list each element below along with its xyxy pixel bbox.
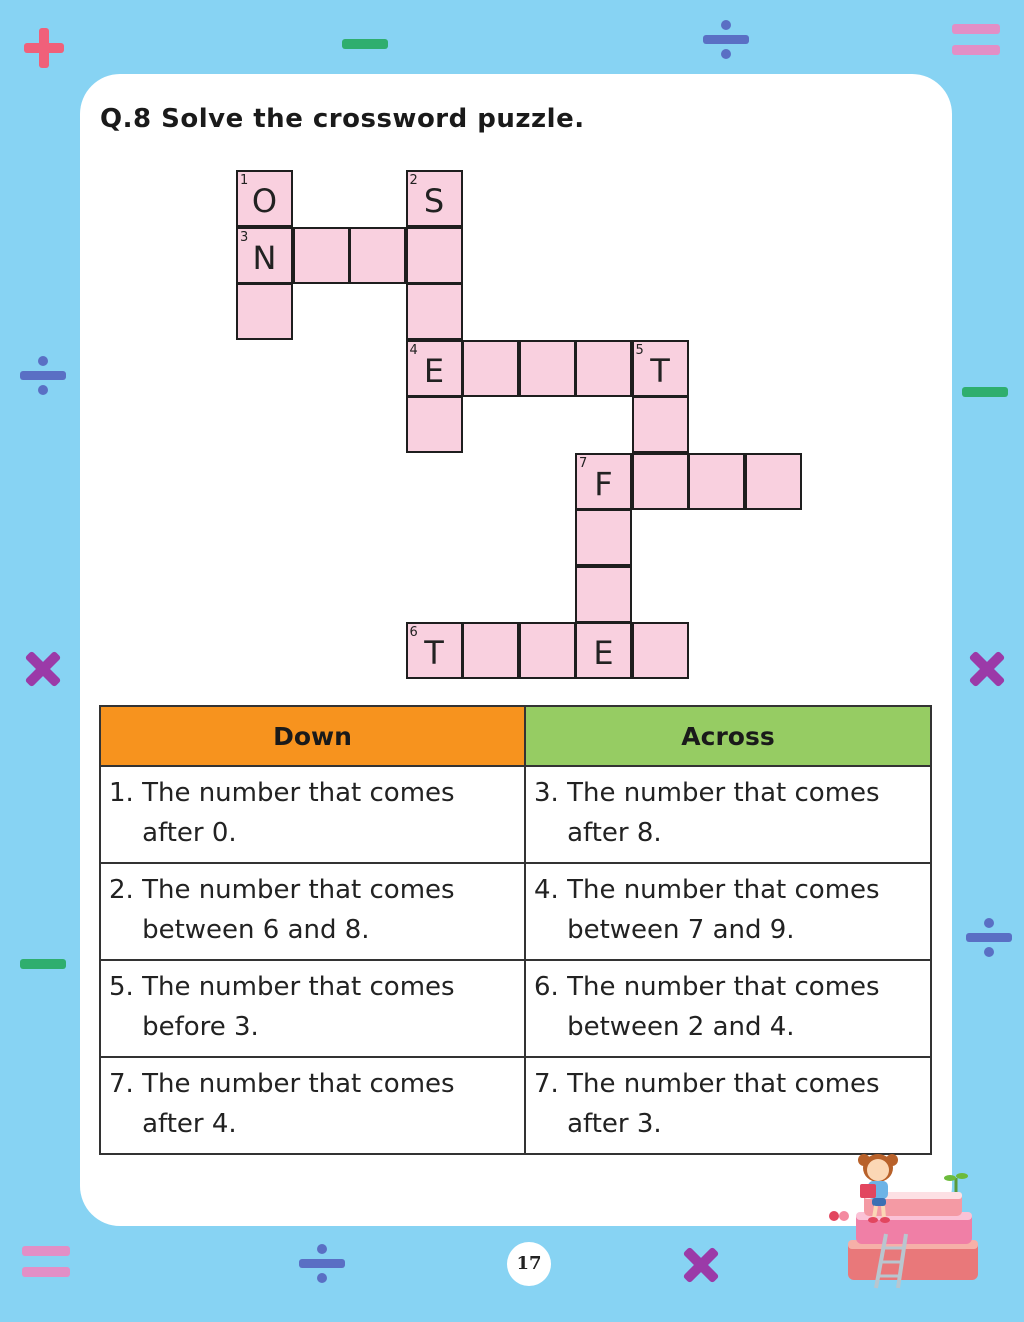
- times-icon: [682, 1246, 720, 1284]
- plus-icon: [22, 26, 66, 70]
- divide-icon: [299, 1244, 345, 1284]
- cell-letter: O: [251, 182, 278, 220]
- minus-icon: [20, 958, 66, 970]
- across-clue-text: The number that comes after 8.: [567, 778, 880, 848]
- down-clue-number: 1.: [109, 778, 143, 808]
- crossword-cell[interactable]: [575, 340, 632, 397]
- clues-table: [99, 705, 932, 1155]
- crossword-cell[interactable]: [406, 396, 463, 453]
- crossword-cell[interactable]: [632, 622, 689, 679]
- across-clue-text: The number that comes between 2 and 4.: [567, 972, 880, 1042]
- down-clue-cell: [100, 766, 525, 863]
- down-header: Down: [100, 706, 525, 766]
- down-clue-text: The number that comes before 3.: [142, 972, 455, 1042]
- clue-number: 2: [409, 173, 418, 188]
- crossword-cell[interactable]: [293, 227, 350, 284]
- times-icon: [968, 650, 1006, 688]
- clue-number: 6: [409, 625, 418, 640]
- down-clue-number: 7.: [109, 1069, 143, 1099]
- down-clue-text: The number that comes after 0.: [142, 778, 455, 848]
- across-clue-cell: [525, 863, 931, 960]
- cell-letter: N: [252, 238, 277, 277]
- crossword-cell[interactable]: [462, 622, 519, 679]
- cell-letter: E: [423, 351, 445, 390]
- crossword-cell[interactable]: [575, 622, 632, 679]
- crossword-cell[interactable]: [406, 170, 463, 227]
- clue-row: [100, 1057, 931, 1154]
- clue-row: [100, 960, 931, 1057]
- clue-row: [100, 863, 931, 960]
- clue-number: 7: [579, 455, 588, 471]
- across-clue-cell: [525, 766, 931, 863]
- across-clue-number: 7.: [534, 1069, 568, 1099]
- divide-icon: [966, 918, 1012, 958]
- crossword-cell[interactable]: [406, 340, 463, 397]
- cell-letter: S: [423, 182, 445, 220]
- down-clue-text: The number that comes after 4.: [142, 1069, 455, 1139]
- down-clue-cell: [100, 863, 525, 960]
- cell-letter: F: [594, 464, 613, 503]
- equals-icon: [22, 1244, 70, 1280]
- crossword-cell[interactable]: [688, 453, 745, 510]
- cell-letter: T: [650, 351, 670, 390]
- equals-icon: [952, 22, 1000, 58]
- across-clue-number: 6.: [534, 972, 568, 1002]
- crossword-cell[interactable]: [406, 622, 463, 679]
- down-clue-cell: [100, 1057, 525, 1154]
- crossword-cell[interactable]: [575, 453, 632, 510]
- crossword-cell[interactable]: [406, 227, 463, 284]
- across-clue-text: The number that comes after 3.: [567, 1069, 880, 1139]
- times-icon: [24, 650, 62, 688]
- divide-icon: [20, 356, 66, 396]
- crossword-cell[interactable]: [236, 227, 293, 284]
- crossword-cell[interactable]: [519, 340, 576, 397]
- across-clue-cell: [525, 960, 931, 1057]
- clue-row: [100, 766, 931, 863]
- crossword-cell[interactable]: [519, 622, 576, 679]
- crossword-cell[interactable]: [745, 453, 802, 510]
- crossword-cell[interactable]: [632, 340, 689, 397]
- cell-letter: T: [424, 634, 444, 672]
- across-clue-text: The number that comes between 7 and 9.: [567, 875, 880, 945]
- crossword-cell[interactable]: [632, 396, 689, 453]
- across-clue-number: 4.: [534, 875, 568, 905]
- down-clue-text: The number that comes between 6 and 8.: [142, 875, 455, 945]
- page-number: 17: [507, 1242, 551, 1286]
- clue-number: 1: [240, 173, 249, 188]
- question-title: Q.8 Solve the crossword puzzle.: [100, 104, 585, 134]
- across-clue-number: 3.: [534, 778, 568, 808]
- minus-icon: [962, 386, 1008, 398]
- crossword-cell[interactable]: [236, 170, 293, 227]
- crossword-cell[interactable]: [575, 566, 632, 623]
- clue-number: 5: [635, 342, 644, 358]
- down-clue-number: 2.: [109, 875, 143, 905]
- crossword-cell[interactable]: [349, 227, 406, 284]
- girl-reading-on-books-illustration: [826, 1148, 986, 1294]
- minus-icon: [342, 38, 388, 50]
- cell-letter: E: [593, 634, 614, 672]
- across-clue-cell: [525, 1057, 931, 1154]
- crossword-cell[interactable]: [575, 509, 632, 566]
- crossword-cell[interactable]: [632, 453, 689, 510]
- clue-number: 4: [409, 342, 418, 358]
- crossword-cell[interactable]: [406, 283, 463, 340]
- down-clue-number: 5.: [109, 972, 143, 1002]
- crossword-cell[interactable]: [462, 340, 519, 397]
- crossword-cell[interactable]: [236, 283, 293, 340]
- down-clue-cell: [100, 960, 525, 1057]
- clue-number: 3: [240, 229, 249, 245]
- across-header: Across: [525, 706, 931, 766]
- divide-icon: [703, 20, 749, 60]
